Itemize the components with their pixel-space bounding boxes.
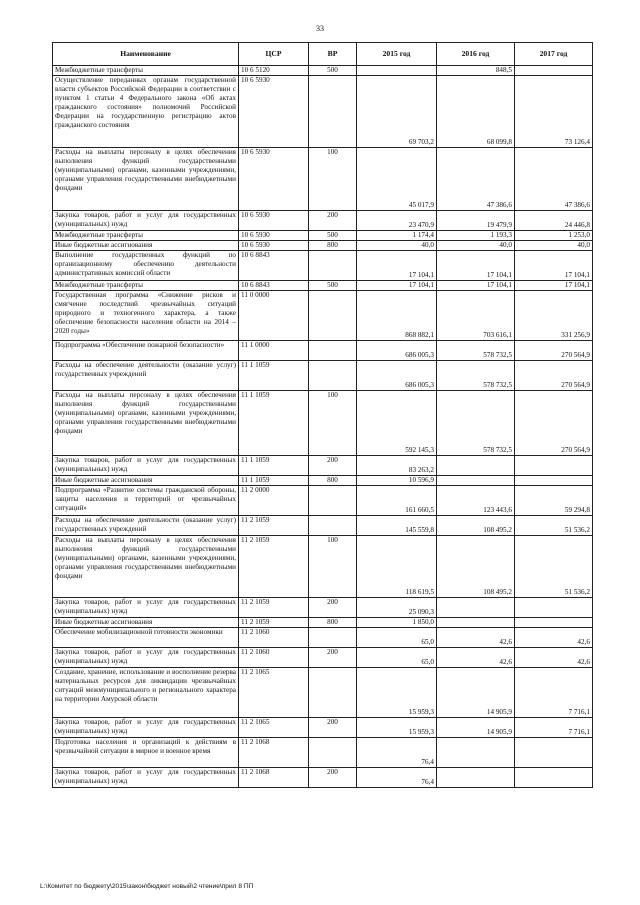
cell-csr: 11 2 1059 bbox=[239, 598, 309, 618]
cell-2017: 270 564,9 bbox=[515, 341, 593, 361]
table-row bbox=[53, 391, 593, 456]
cell-vr: 200 bbox=[309, 718, 357, 738]
cell-2015: 17 104,1 bbox=[357, 251, 437, 281]
cell-2017 bbox=[515, 456, 593, 476]
cell-2017: 270 564,9 bbox=[515, 361, 593, 391]
table-row bbox=[53, 361, 593, 391]
table-row bbox=[53, 628, 593, 648]
cell-2017: 17 104,1 bbox=[515, 251, 593, 281]
cell-csr: 11 1 1059 bbox=[239, 456, 309, 476]
cell-2015: 145 559,8 bbox=[357, 516, 437, 536]
cell-vr: 500 bbox=[309, 281, 357, 291]
cell-csr: 11 2 1059 bbox=[239, 536, 309, 598]
cell-name: Подготовка населения и организаций к действиям в чрезвычайной ситуации в мирное и военное время bbox=[53, 738, 239, 768]
table-row bbox=[53, 291, 593, 341]
cell-2015: 686 005,3 bbox=[357, 341, 437, 361]
cell-csr: 11 2 1060 bbox=[239, 628, 309, 648]
budget-table-container bbox=[52, 42, 592, 788]
table-row bbox=[53, 76, 593, 148]
cell-2016: 42,6 bbox=[437, 628, 515, 648]
cell-2016: 123 443,6 bbox=[437, 486, 515, 516]
cell-2017: 73 126,4 bbox=[515, 76, 593, 148]
cell-csr: 11 2 1065 bbox=[239, 668, 309, 718]
cell-csr: 11 2 0000 bbox=[239, 486, 309, 516]
cell-2015: 65,0 bbox=[357, 628, 437, 648]
cell-csr: 11 0 0000 bbox=[239, 291, 309, 341]
cell-csr: 11 1 1059 bbox=[239, 361, 309, 391]
cell-name: Иные бюджетные ассигнования bbox=[53, 618, 239, 628]
cell-2015: 15 959,3 bbox=[357, 718, 437, 738]
header-2016: 2016 год bbox=[437, 43, 515, 66]
cell-vr: 800 bbox=[309, 241, 357, 251]
table-row bbox=[53, 456, 593, 476]
cell-vr: 100 bbox=[309, 391, 357, 456]
cell-2017 bbox=[515, 598, 593, 618]
cell-2017: 42,6 bbox=[515, 628, 593, 648]
cell-csr: 10 6 5930 bbox=[239, 241, 309, 251]
cell-csr: 10 6 5930 bbox=[239, 148, 309, 211]
cell-vr bbox=[309, 76, 357, 148]
cell-csr: 11 2 1059 bbox=[239, 516, 309, 536]
cell-2016: 578 732,5 bbox=[437, 361, 515, 391]
header-2017: 2017 год bbox=[515, 43, 593, 66]
cell-2015: 592 145,3 bbox=[357, 391, 437, 456]
cell-name: Закупка товаров, работ и услуг для государственных (муниципальных) нужд bbox=[53, 211, 239, 231]
cell-csr: 11 1 1059 bbox=[239, 476, 309, 486]
cell-2015: 76,4 bbox=[357, 738, 437, 768]
table-row bbox=[53, 241, 593, 251]
cell-name: Закупка товаров, работ и услуг для государственных (муниципальных) нужд bbox=[53, 598, 239, 618]
cell-2015: 65,0 bbox=[357, 648, 437, 668]
cell-name: Расходы на выплаты персоналу в целях обеспечения выполнения функций государственными (муниципальными) органами, казенными учреждениями, органами управления государственными внебюджетными фондами bbox=[53, 391, 239, 456]
cell-2015: 10 596,9 bbox=[357, 476, 437, 486]
cell-2017: 7 716,1 bbox=[515, 718, 593, 738]
cell-csr: 11 2 1065 bbox=[239, 718, 309, 738]
cell-csr: 11 1 1059 bbox=[239, 391, 309, 456]
cell-vr bbox=[309, 738, 357, 768]
cell-csr: 11 1 0000 bbox=[239, 341, 309, 361]
cell-2015: 118 619,5 bbox=[357, 536, 437, 598]
cell-name: Создание, хранение, использование и восполнение резерва материальных ресурсов для ликвидации чрезвычайных ситуаций межмуниципального и регионального характера на территории Амурской области bbox=[53, 668, 239, 718]
cell-2016: 14 905,9 bbox=[437, 718, 515, 738]
cell-vr bbox=[309, 486, 357, 516]
page-number: 33 bbox=[316, 24, 324, 33]
cell-2016: 108 495,2 bbox=[437, 536, 515, 598]
cell-2016 bbox=[437, 598, 515, 618]
cell-2015: 69 703,2 bbox=[357, 76, 437, 148]
cell-2017 bbox=[515, 618, 593, 628]
cell-name: Закупка товаров, работ и услуг для государственных (муниципальных) нужд bbox=[53, 456, 239, 476]
cell-2016: 17 104,1 bbox=[437, 251, 515, 281]
cell-name: Иные бюджетные ассигнования bbox=[53, 476, 239, 486]
cell-vr bbox=[309, 341, 357, 361]
cell-2017: 40,0 bbox=[515, 241, 593, 251]
table-row bbox=[53, 148, 593, 211]
table-row bbox=[53, 281, 593, 291]
cell-2016: 40,0 bbox=[437, 241, 515, 251]
cell-csr: 10 6 5930 bbox=[239, 76, 309, 148]
table-body bbox=[53, 66, 593, 788]
cell-2015: 17 104,1 bbox=[357, 281, 437, 291]
cell-vr bbox=[309, 628, 357, 648]
cell-vr bbox=[309, 361, 357, 391]
cell-name: Закупка товаров, работ и услуг для государственных (муниципальных) нужд bbox=[53, 648, 239, 668]
header-2015: 2015 год bbox=[357, 43, 437, 66]
cell-vr: 200 bbox=[309, 648, 357, 668]
cell-name: Иные бюджетные ассигнования bbox=[53, 241, 239, 251]
cell-2016 bbox=[437, 768, 515, 788]
table-row bbox=[53, 516, 593, 536]
header-name: Наименование bbox=[53, 43, 239, 66]
cell-2016: 68 099,8 bbox=[437, 76, 515, 148]
cell-csr: 10 6 8843 bbox=[239, 251, 309, 281]
table-row bbox=[53, 618, 593, 628]
cell-name: Подпрограмма «Развитие системы гражданской обороны, защиты населения и территорий от чрезвычайных ситуаций» bbox=[53, 486, 239, 516]
cell-name: Закупка товаров, работ и услуг для государственных (муниципальных) нужд bbox=[53, 718, 239, 738]
cell-2016 bbox=[437, 476, 515, 486]
cell-name: Закупка товаров, работ и услуг для государственных (муниципальных) нужд bbox=[53, 768, 239, 788]
cell-2017: 51 536,2 bbox=[515, 536, 593, 598]
cell-vr bbox=[309, 516, 357, 536]
table-row bbox=[53, 251, 593, 281]
table-row bbox=[53, 66, 593, 76]
cell-2015: 161 660,5 bbox=[357, 486, 437, 516]
cell-vr: 800 bbox=[309, 476, 357, 486]
cell-2017: 17 104,1 bbox=[515, 281, 593, 291]
cell-vr: 500 bbox=[309, 66, 357, 76]
cell-name: Межбюджетные трансферты bbox=[53, 66, 239, 76]
cell-csr: 11 2 1059 bbox=[239, 618, 309, 628]
cell-vr bbox=[309, 291, 357, 341]
cell-2016: 14 905,9 bbox=[437, 668, 515, 718]
cell-2015: 15 959,3 bbox=[357, 668, 437, 718]
table-row bbox=[53, 768, 593, 788]
cell-2016: 578 732,5 bbox=[437, 391, 515, 456]
footer-file-path: L:\Комитет по бюджету\2015\закон\бюджет новый\2 чтение\прил 8 ПП bbox=[40, 883, 254, 890]
cell-csr: 10 6 5930 bbox=[239, 231, 309, 241]
cell-vr bbox=[309, 251, 357, 281]
cell-2017: 270 564,9 bbox=[515, 391, 593, 456]
cell-2016: 848,5 bbox=[437, 66, 515, 76]
cell-2015: 45 017,9 bbox=[357, 148, 437, 211]
table-row bbox=[53, 668, 593, 718]
table-row bbox=[53, 211, 593, 231]
cell-name: Обеспечение мобилизационной готовности экономики bbox=[53, 628, 239, 648]
cell-2017: 42,6 bbox=[515, 648, 593, 668]
table-row bbox=[53, 486, 593, 516]
cell-2015 bbox=[357, 66, 437, 76]
budget-table bbox=[52, 42, 593, 788]
cell-2017 bbox=[515, 768, 593, 788]
cell-name: Государственная программа «Снижение рисков и смягчение последствий чрезвычайных ситуаций природного и техногенного характера, а также обеспечение безопасности населения области на 2014 – 2020 годы» bbox=[53, 291, 239, 341]
cell-2015: 686 005,3 bbox=[357, 361, 437, 391]
cell-2016: 19 479,9 bbox=[437, 211, 515, 231]
cell-vr: 200 bbox=[309, 211, 357, 231]
cell-2015: 868 882,1 bbox=[357, 291, 437, 341]
cell-2015: 40,0 bbox=[357, 241, 437, 251]
cell-vr: 500 bbox=[309, 231, 357, 241]
cell-2016: 42,6 bbox=[437, 648, 515, 668]
table-row bbox=[53, 476, 593, 486]
cell-name: Выполнение государственных функций по организационному обеспечению деятельности административных комиссий области bbox=[53, 251, 239, 281]
cell-csr: 11 2 1068 bbox=[239, 768, 309, 788]
cell-csr: 11 2 1060 bbox=[239, 648, 309, 668]
table-row bbox=[53, 648, 593, 668]
table-row bbox=[53, 718, 593, 738]
table-row bbox=[53, 231, 593, 241]
cell-vr: 100 bbox=[309, 148, 357, 211]
cell-2017 bbox=[515, 66, 593, 76]
cell-name: Межбюджетные трансферты bbox=[53, 281, 239, 291]
cell-vr bbox=[309, 668, 357, 718]
cell-2017 bbox=[515, 476, 593, 486]
cell-name: Расходы на обеспечение деятельности (оказание услуг) государственных учреждений bbox=[53, 516, 239, 536]
table-row bbox=[53, 738, 593, 768]
cell-2016: 17 104,1 bbox=[437, 281, 515, 291]
cell-2017: 47 386,6 bbox=[515, 148, 593, 211]
cell-2016: 578 732,5 bbox=[437, 341, 515, 361]
cell-2016: 703 616,1 bbox=[437, 291, 515, 341]
table-row bbox=[53, 598, 593, 618]
cell-2015: 1 174,4 bbox=[357, 231, 437, 241]
cell-csr: 10 6 5930 bbox=[239, 211, 309, 231]
cell-2017: 1 253,0 bbox=[515, 231, 593, 241]
cell-name: Межбюджетные трансферты bbox=[53, 231, 239, 241]
cell-2016 bbox=[437, 738, 515, 768]
cell-csr: 10 6 8843 bbox=[239, 281, 309, 291]
cell-name: Расходы на обеспечение деятельности (оказание услуг) государственных учреждений bbox=[53, 361, 239, 391]
cell-2017 bbox=[515, 738, 593, 768]
cell-name: Расходы на выплаты персоналу в целях обеспечения выполнения функций государственными (муниципальными) органами, казенными учреждениями, органами управления государственными внебюджетными фондами bbox=[53, 148, 239, 211]
cell-2016: 108 495,2 bbox=[437, 516, 515, 536]
header-csr: ЦСР bbox=[239, 43, 309, 66]
table-row bbox=[53, 536, 593, 598]
cell-2015: 83 263,2 bbox=[357, 456, 437, 476]
cell-2017: 59 294,8 bbox=[515, 486, 593, 516]
cell-name: Расходы на выплаты персоналу в целях обеспечения выполнения функций государственными (муниципальными) органами, казенными учреждениями, органами управления государственными внебюджетными фондами bbox=[53, 536, 239, 598]
cell-vr: 100 bbox=[309, 536, 357, 598]
cell-2015: 1 850,0 bbox=[357, 618, 437, 628]
cell-2017: 331 256,9 bbox=[515, 291, 593, 341]
cell-2015: 23 470,9 bbox=[357, 211, 437, 231]
cell-2016: 1 193,3 bbox=[437, 231, 515, 241]
cell-2016 bbox=[437, 618, 515, 628]
table-header-row bbox=[53, 43, 593, 66]
cell-name: Осуществление переданных органам государственной власти субъектов Российской Федерации в соответствии с пунктом 1 статьи 4 Федерального закона «Об актах гражданского состояния» полномочий Российской Федерации на государственную регистрацию актов гражданского состояния bbox=[53, 76, 239, 148]
cell-2016: 47 386,6 bbox=[437, 148, 515, 211]
cell-vr: 800 bbox=[309, 618, 357, 628]
cell-csr: 10 6 5120 bbox=[239, 66, 309, 76]
cell-csr: 11 2 1068 bbox=[239, 738, 309, 768]
cell-vr: 200 bbox=[309, 598, 357, 618]
cell-2015: 25 090,3 bbox=[357, 598, 437, 618]
cell-2017: 7 716,1 bbox=[515, 668, 593, 718]
cell-vr: 200 bbox=[309, 456, 357, 476]
cell-2017: 51 536,2 bbox=[515, 516, 593, 536]
cell-name: Подпрограмма «Обеспечение пожарной безопасности» bbox=[53, 341, 239, 361]
cell-2015: 76,4 bbox=[357, 768, 437, 788]
cell-2016 bbox=[437, 456, 515, 476]
cell-2017: 24 446,8 bbox=[515, 211, 593, 231]
cell-vr: 200 bbox=[309, 768, 357, 788]
header-vr: ВР bbox=[309, 43, 357, 66]
table-row bbox=[53, 341, 593, 361]
